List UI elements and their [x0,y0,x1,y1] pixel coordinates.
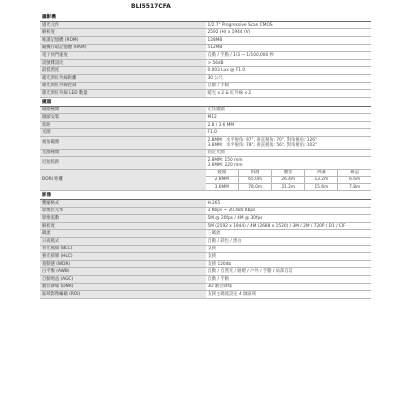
spec-value-line: 支援 120db [207,261,232,267]
spec-value [206,21,372,29]
spec-value [206,253,372,261]
spec-value [206,136,372,149]
spec-row [40,238,371,246]
spec-row [40,291,371,299]
spec-key: 唯讀記憶體 (ROM) [40,36,206,44]
spec-value-line: 自動 / 彩色 / 黑白 [207,238,242,244]
spec-value [206,74,372,82]
spec-row [40,245,371,253]
spec-key: 暖光與紅外線 LED 數量 [40,90,206,98]
spec-value [206,90,372,98]
spec-value [206,215,372,223]
spec-row [40,29,371,37]
spec-row [40,149,371,157]
section-title: 影像 [40,191,371,200]
spec-key: 影像位元率 [40,207,206,215]
spec-key: 日夜模式 [40,238,206,246]
spec-row [40,215,371,223]
spec-row [40,275,371,283]
spec-row [40,230,371,238]
spec-row [40,106,371,114]
spec-key: 視角範圍 [40,136,206,149]
spec-key: 數位降噪 (DNR) [40,283,206,291]
spec-row [40,157,371,170]
spec-value [206,36,372,44]
spec-row [40,268,371,276]
spec-value [206,106,372,114]
dori-data-cell: 26.4m [272,176,305,183]
spec-row [40,82,371,90]
spec-value-line: F1.0 [207,130,217,136]
dori-header-row [206,170,372,177]
dori-data-cell: 13.2m [305,176,338,183]
spec-value-line: > 56dB [207,60,224,66]
spec-value [206,82,372,90]
dori-data-cell: 3.6MM [214,184,229,190]
section-header [40,13,371,21]
spec-value [206,291,372,299]
dori-data-cell: 6.6m [338,176,371,183]
spec-value [206,121,372,129]
spec-key: 光圈種類 [40,149,206,157]
spec-value [206,44,372,52]
spec-key: 影像張數 [40,215,206,223]
spec-row [40,200,371,208]
spec-key: 背光補償 (BLC) [40,245,206,253]
spec-row [40,260,371,268]
spec-value-line: 支援 [207,254,217,259]
spec-key: 區域影像編碼 (ROI) [40,291,206,299]
spec-key: 最低照度 [40,67,206,75]
spec-value [206,230,372,238]
spec-value-line: 自動 / 自然光 / 路燈 / 戶外 / 手動 / 局部自訂 [207,269,293,275]
spec-row [40,222,371,230]
spec-row [40,121,371,129]
spec-key: 暖光與紅外線距離 [40,74,206,82]
dori-header-cell: 鏡頭 [206,170,239,177]
spec-value [206,67,372,75]
dori-header-cell: 辨識 [305,170,338,177]
spec-value-line: 自動 / 手動 / 1/3 ~ 1/100,000 秒 [207,52,274,58]
spec-value-line: H.265 [207,200,221,206]
spec-value-line: 1/2.7" Progressive Scan CMOS [207,22,273,28]
dori-data-row [206,176,372,183]
spec-value-line: 固定光圈 [207,150,225,156]
spec-value-line: 2592 (H) x 1944 (V) [207,30,251,36]
spec-value [206,245,372,253]
spec-row [40,253,371,261]
spec-value [206,52,372,60]
spec-value-line: 自動 / 手動 [207,276,229,282]
dori-row [40,169,371,191]
spec-row [40,283,371,291]
spec-value-line: 3 Kbps ~ 20,480 Kbps [207,208,256,214]
spec-value-line: 0.003 Lux @ F1.0 [207,68,246,74]
spec-value-line: 5M @ 20fps / 4M @ 30fps [207,216,263,222]
spec-value [206,149,372,157]
spec-value [206,114,372,122]
spec-value-line: 2.8MM：水平視角: 97°, 垂直視角: 70°, 對角視角: 126° [207,137,318,143]
spec-value [206,222,372,230]
spec-key: 焦距 [40,121,206,129]
spec-key: 自動增益 (AGC) [40,275,206,283]
spec-value-line: 128MB [207,37,223,43]
dori-data-cell: 78.0m [239,184,272,191]
spec-value [206,238,372,246]
spec-value [206,260,372,268]
spec-value [206,157,372,170]
spec-value [206,29,372,37]
spec-row [40,44,371,52]
spec-value [206,207,372,215]
section-title: 鏡頭 [40,97,371,106]
spec-value-line: 2.8MM: 150 mm [207,157,243,163]
dori-data-row [206,184,372,191]
spec-value-line: 512MB [207,45,223,51]
spec-row [40,74,371,82]
spec-key: 解析度 [40,29,206,37]
spec-value-line: 暖光 x 2 & 紅外線 x 2 [207,90,252,96]
spec-key: 寬動態 (WDR) [40,260,206,268]
spec-value-line: 5M (2592 x 1944) / 4M (2688 x 1520) / 3M / 2M / 720P / D1 / CIF [207,223,346,229]
spec-row [40,129,371,137]
spec-key: 電子快門速度 [40,52,206,60]
spec-key: 近拍焦距 [40,157,206,170]
spec-key: 光圈 [40,129,206,137]
spec-key: 暖光與紅外線控制 [40,82,206,90]
dori-data-cell: 31.2m [272,184,305,191]
dori-cell [206,169,372,191]
section-title: 攝影機 [40,13,371,21]
spec-value-line: 三碼流 [207,231,221,237]
spec-key: 隨機存取記憶體 (RAM) [40,44,206,52]
spec-key: 解析度 [40,222,206,230]
spec-key: 壓縮格式 [40,200,206,208]
spec-row [40,67,371,75]
spec-value-line: 支援 [207,246,217,252]
spec-value-line: 定焦鏡頭 [207,107,225,113]
spec-value [206,129,372,137]
spec-row [40,90,371,98]
spec-value-line: 支援主碼流設定 4 個區域 [207,291,256,297]
spec-key: 強光抑制 (HLC) [40,253,206,261]
section-header [40,97,371,106]
dori-header-cell: 確認 [338,170,371,177]
spec-table [40,13,371,299]
spec-key: 碼流 [40,230,206,238]
spec-key: 訊號雜訊比 [40,59,206,67]
spec-row [40,136,371,149]
spec-value-line: 3D 數位降噪 [207,284,233,290]
model-title: BLI5517CFA [131,3,171,10]
dori-header-cell: 觀察 [272,170,305,177]
spec-value [206,268,372,276]
dori-table [206,170,372,191]
spec-key: 感光元件 [40,21,206,29]
spec-value-line: 3.6MM：水平視角: 78°, 垂直視角: 56°, 對角視角: 102° [207,142,318,148]
spec-key: 白平衡 (AWB) [40,268,206,276]
dori-data-cell: 65.0m [239,176,272,183]
spec-value-line: 2.8 / 3.6 MM [207,122,235,128]
dori-data-cell: 2.8MM [206,176,239,183]
dori-data-cell: 15.6m [305,184,338,191]
spec-value-line: 自動 / 手動 [207,83,229,89]
dori-header-cell: 偵測 [239,170,272,177]
spec-row [40,21,371,29]
section-header [40,191,371,200]
spec-table-body [40,13,371,298]
spec-value-line: 3.6MM: 220 mm [207,162,243,168]
spec-row [40,114,371,122]
spec-key: DORI 距離 [40,169,206,191]
spec-row [40,52,371,60]
spec-key: 鏡頭安裝 [40,114,206,122]
spec-row [40,36,371,44]
spec-value [206,200,372,208]
spec-value [206,283,372,291]
spec-row [40,59,371,67]
spec-key: 鏡頭種類 [40,106,206,114]
spec-value [206,59,372,67]
dori-data-cell: 7.8m [338,184,371,191]
spec-value-line: 30 公尺 [207,75,223,81]
spec-row [40,207,371,215]
spec-value [206,275,372,283]
spec-value-line: M12 [207,114,217,120]
